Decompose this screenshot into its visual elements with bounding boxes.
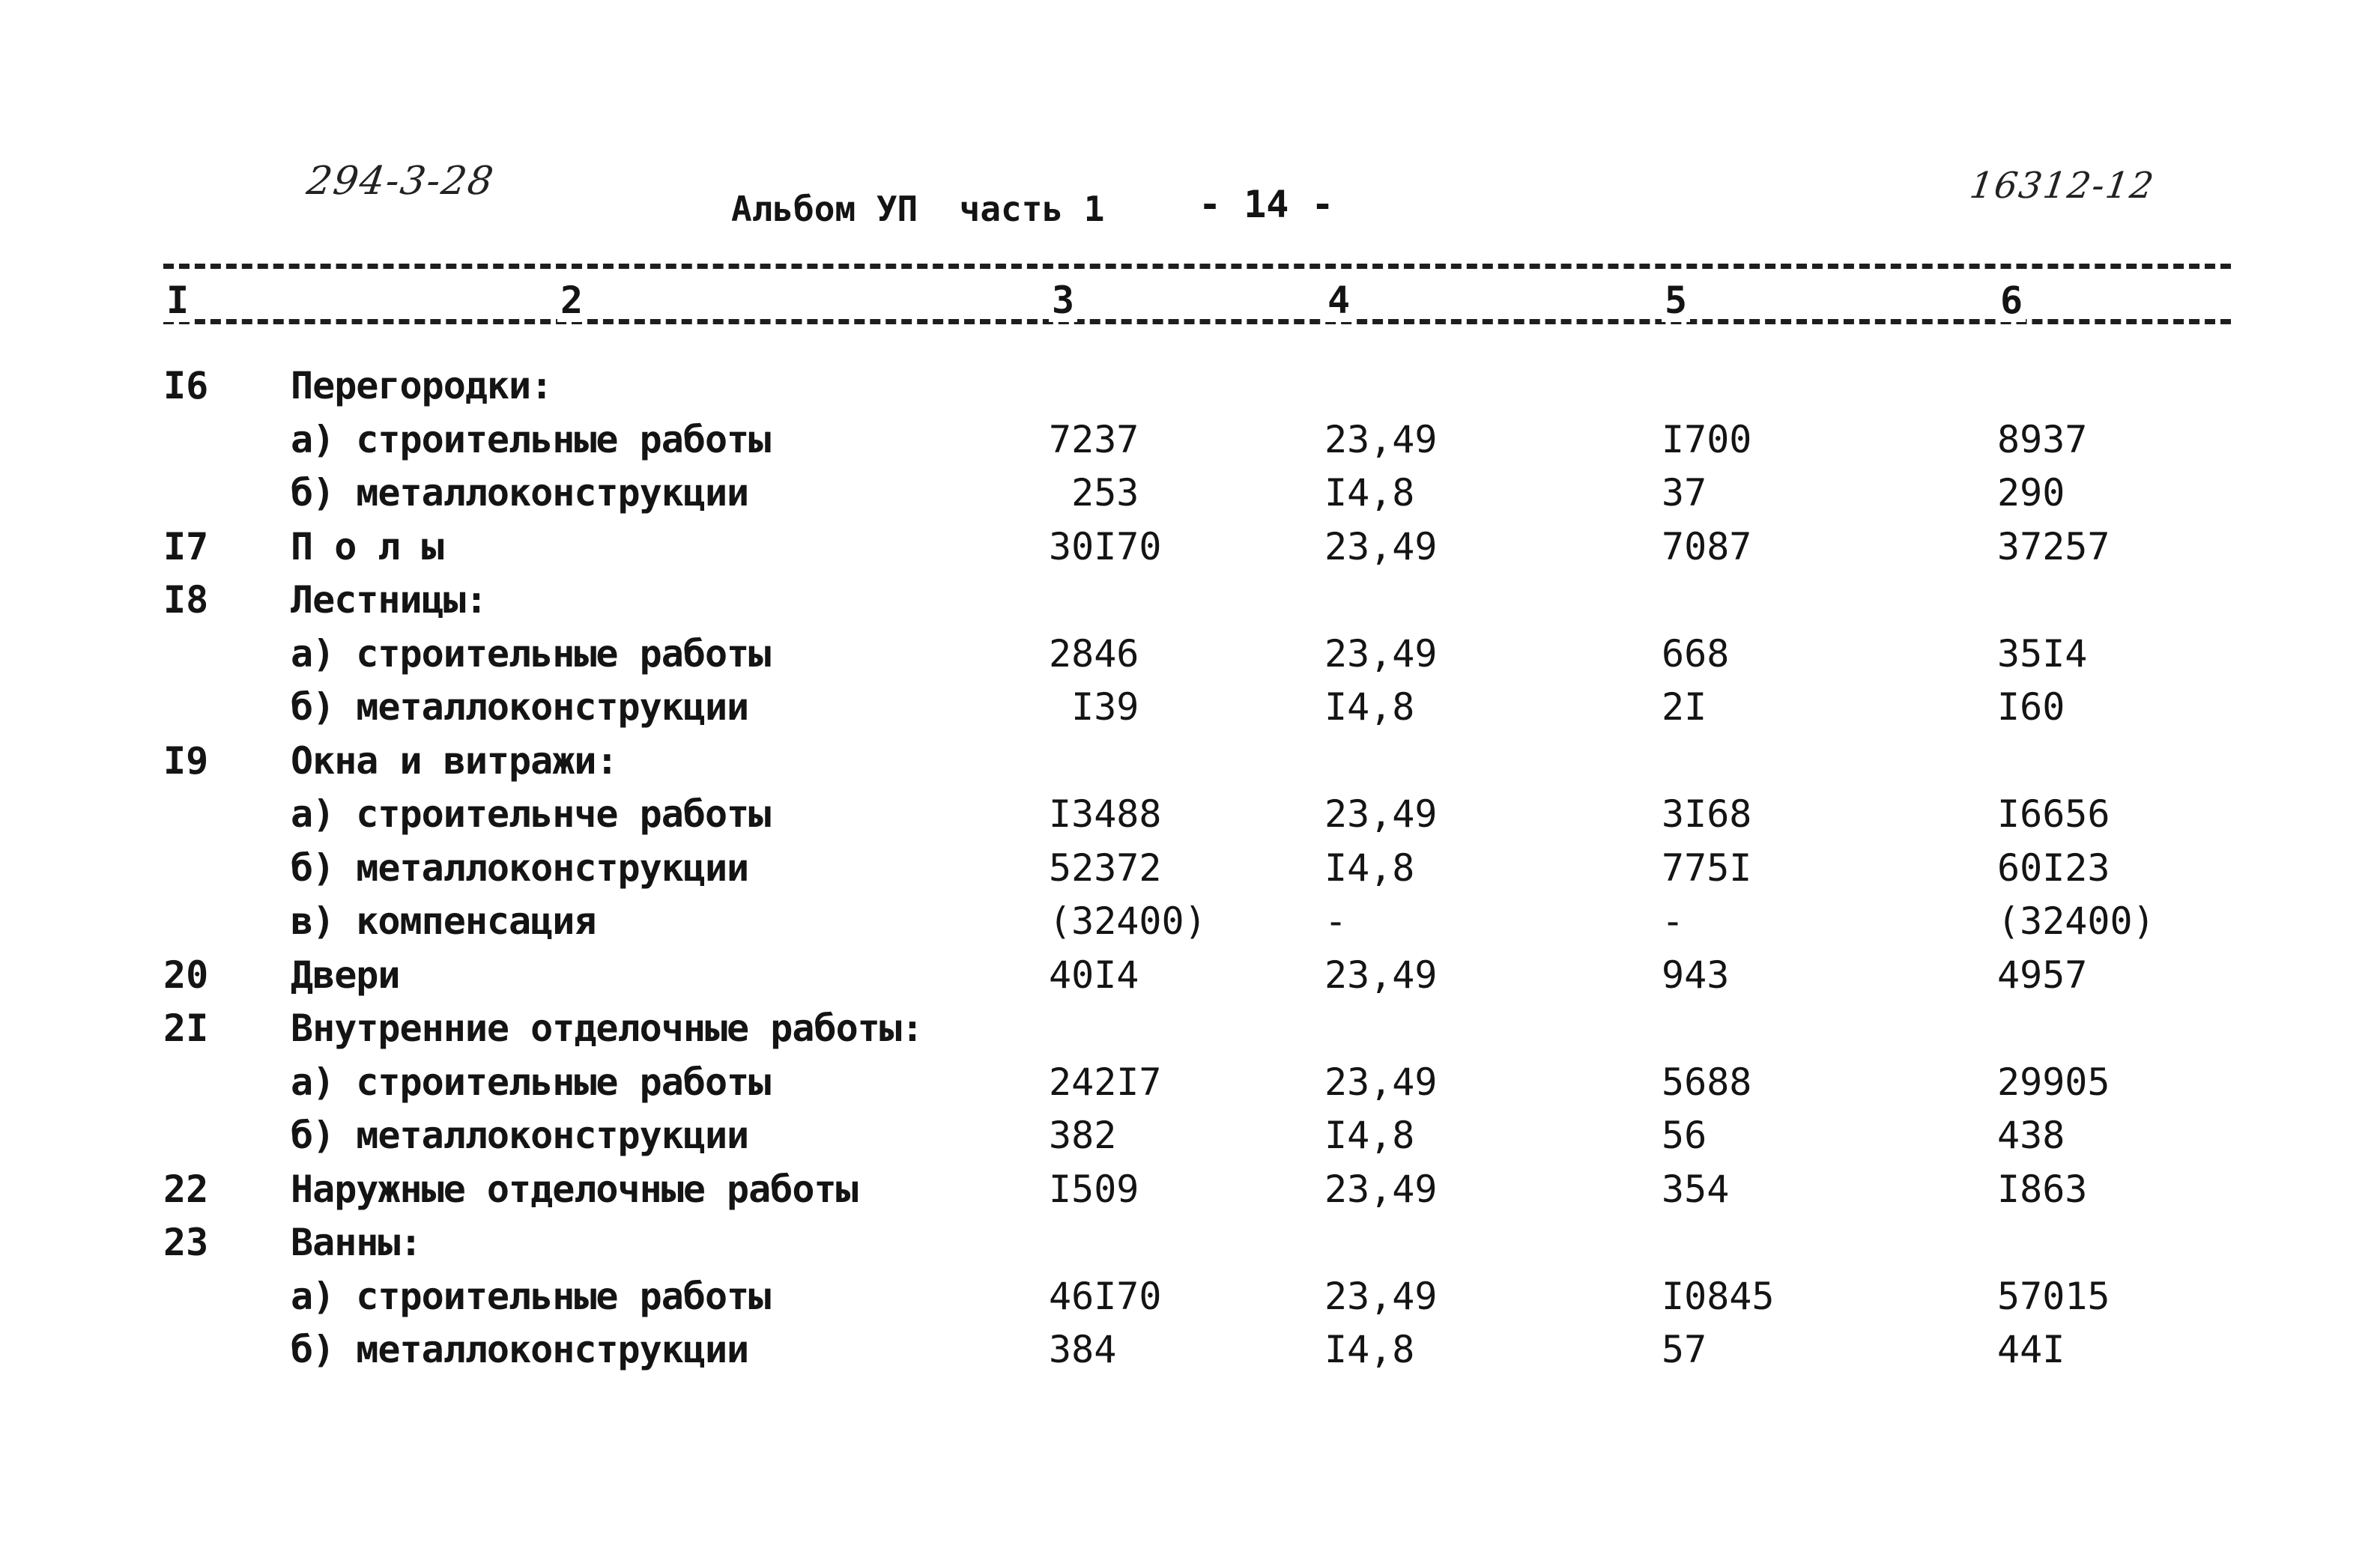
- row-col6: 290: [1997, 471, 2065, 515]
- row-name: а) строительные работы: [291, 417, 771, 461]
- row-col3: 46I70: [1049, 1274, 1162, 1318]
- page-title: Альбом УП часть 1: [731, 189, 1105, 229]
- row-col3: 7237: [1049, 417, 1139, 461]
- row-col4: I4,8: [1324, 685, 1415, 729]
- row-col3: 382: [1049, 1114, 1117, 1157]
- row-col5: I700: [1662, 417, 1752, 461]
- row-col5: 2I: [1662, 685, 1707, 729]
- column-number-5: 5: [1662, 279, 1690, 322]
- row-number: I7: [163, 524, 209, 568]
- row-col3: I509: [1049, 1167, 1139, 1211]
- table-body: [0, 359, 2380, 1377]
- column-number-4: 4: [1324, 279, 1353, 322]
- row-col5: 354: [1662, 1167, 1730, 1211]
- row-name: б) металлоконструкции: [291, 471, 749, 515]
- row-number: I6: [163, 364, 209, 407]
- row-name: П о л ы: [291, 524, 443, 568]
- row-col4: I4,8: [1324, 1114, 1415, 1157]
- table-row: [0, 1323, 2380, 1377]
- row-col4: 23,49: [1324, 524, 1438, 568]
- row-col5: I0845: [1662, 1274, 1775, 1318]
- row-name: Ванны:: [291, 1221, 422, 1264]
- table-row: [0, 1056, 2380, 1110]
- row-col6: 438: [1997, 1114, 2065, 1157]
- row-col6: I60: [1997, 685, 2065, 729]
- row-name: б) металлоконструкции: [291, 1114, 749, 1157]
- row-name: Наружные отделочные работы: [291, 1167, 858, 1211]
- row-col6: 29905: [1997, 1060, 2110, 1104]
- header-rule-bottom: [163, 319, 2231, 324]
- row-name: а) строительные работы: [291, 1060, 771, 1104]
- row-col3: 384: [1049, 1328, 1117, 1371]
- page-number: - 14 -: [1199, 183, 1334, 226]
- handwritten-doc-code: 294-3-28: [303, 159, 497, 204]
- row-col3: 52372: [1049, 846, 1162, 890]
- row-col6: I863: [1997, 1167, 2088, 1211]
- row-name: Лестницы:: [291, 578, 487, 622]
- table-row: [0, 628, 2380, 682]
- row-col6: 4957: [1997, 953, 2088, 997]
- row-name: а) строительные работы: [291, 1274, 771, 1318]
- row-name: б) металлоконструкции: [291, 1328, 749, 1371]
- row-col5: 3I68: [1662, 792, 1752, 836]
- table-row: [0, 735, 2380, 789]
- row-col5: 775I: [1662, 846, 1752, 890]
- table-row: [0, 467, 2380, 520]
- table-row: [0, 1109, 2380, 1163]
- handwritten-doc-number: 16312-12: [1967, 165, 2158, 207]
- table-row: [0, 1270, 2380, 1324]
- row-col4: 23,49: [1324, 1060, 1438, 1104]
- row-col5: 7087: [1662, 524, 1752, 568]
- row-col6: 57015: [1997, 1274, 2110, 1318]
- row-name: Двери: [291, 953, 400, 997]
- row-col4: I4,8: [1324, 1328, 1415, 1371]
- row-col4: 23,49: [1324, 1274, 1438, 1318]
- row-number: 2I: [163, 1007, 209, 1050]
- row-col4: 23,49: [1324, 953, 1438, 997]
- row-col4: -: [1324, 899, 1348, 943]
- row-name: Перегородки:: [291, 364, 553, 407]
- table-row: [0, 1216, 2380, 1270]
- row-col3: I39: [1049, 685, 1139, 729]
- row-name: б) металлоконструкции: [291, 846, 749, 890]
- row-number: 20: [163, 953, 209, 997]
- column-number-1: I: [163, 279, 192, 322]
- row-col3: (32400): [1049, 899, 1207, 943]
- table-row: [0, 895, 2380, 949]
- row-col6: 35I4: [1997, 631, 2088, 676]
- row-name: в) компенсация: [291, 899, 596, 943]
- row-name: Внутренние отделочные работы:: [291, 1007, 923, 1050]
- table-row: [0, 520, 2380, 574]
- row-col4: 23,49: [1324, 417, 1438, 461]
- table-row: [0, 842, 2380, 896]
- row-col6: 8937: [1997, 417, 2088, 461]
- row-col5: 56: [1662, 1114, 1707, 1157]
- row-col3: 242I7: [1049, 1060, 1162, 1104]
- row-col5: 37: [1662, 471, 1707, 515]
- column-number-3: 3: [1049, 279, 1077, 322]
- row-col3: 30I70: [1049, 524, 1162, 568]
- row-number: 23: [163, 1221, 209, 1264]
- column-number-6: 6: [1997, 279, 2026, 322]
- table-row: [0, 574, 2380, 628]
- table-row: [0, 359, 2380, 413]
- row-col3: 40I4: [1049, 953, 1139, 997]
- row-number: 22: [163, 1167, 209, 1211]
- row-col3: 2846: [1049, 631, 1139, 676]
- row-col4: 23,49: [1324, 792, 1438, 836]
- table-row: [0, 949, 2380, 1003]
- row-col6: (32400): [1997, 899, 2155, 943]
- row-col4: I4,8: [1324, 846, 1415, 890]
- row-name: а) строительнче работы: [291, 792, 771, 836]
- row-col4: 23,49: [1324, 1167, 1438, 1211]
- row-col5: 668: [1662, 631, 1730, 676]
- row-col4: 23,49: [1324, 631, 1438, 676]
- row-number: I9: [163, 738, 209, 783]
- row-col4: I4,8: [1324, 471, 1415, 515]
- row-col5: -: [1662, 899, 1685, 943]
- row-col6: 44I: [1997, 1328, 2065, 1371]
- row-col3: I3488: [1049, 792, 1162, 836]
- row-name: б) металлоконструкции: [291, 685, 749, 729]
- row-col3: 253: [1049, 471, 1139, 515]
- table-row: [0, 681, 2380, 735]
- row-col5: 5688: [1662, 1060, 1752, 1104]
- table-row: [0, 1002, 2380, 1056]
- row-name: Окна и витражи:: [291, 738, 618, 783]
- column-number-2: 2: [557, 279, 586, 322]
- row-number: I8: [163, 578, 209, 622]
- table-row: [0, 1163, 2380, 1217]
- row-name: а) строительные работы: [291, 631, 771, 676]
- table-row: [0, 788, 2380, 842]
- row-col6: 37257: [1997, 524, 2110, 568]
- row-col6: I6656: [1997, 792, 2110, 836]
- row-col5: 57: [1662, 1328, 1707, 1371]
- row-col5: 943: [1662, 953, 1730, 997]
- row-col6: 60I23: [1997, 846, 2110, 890]
- table-row: [0, 413, 2380, 467]
- header-rule-top: [163, 264, 2231, 269]
